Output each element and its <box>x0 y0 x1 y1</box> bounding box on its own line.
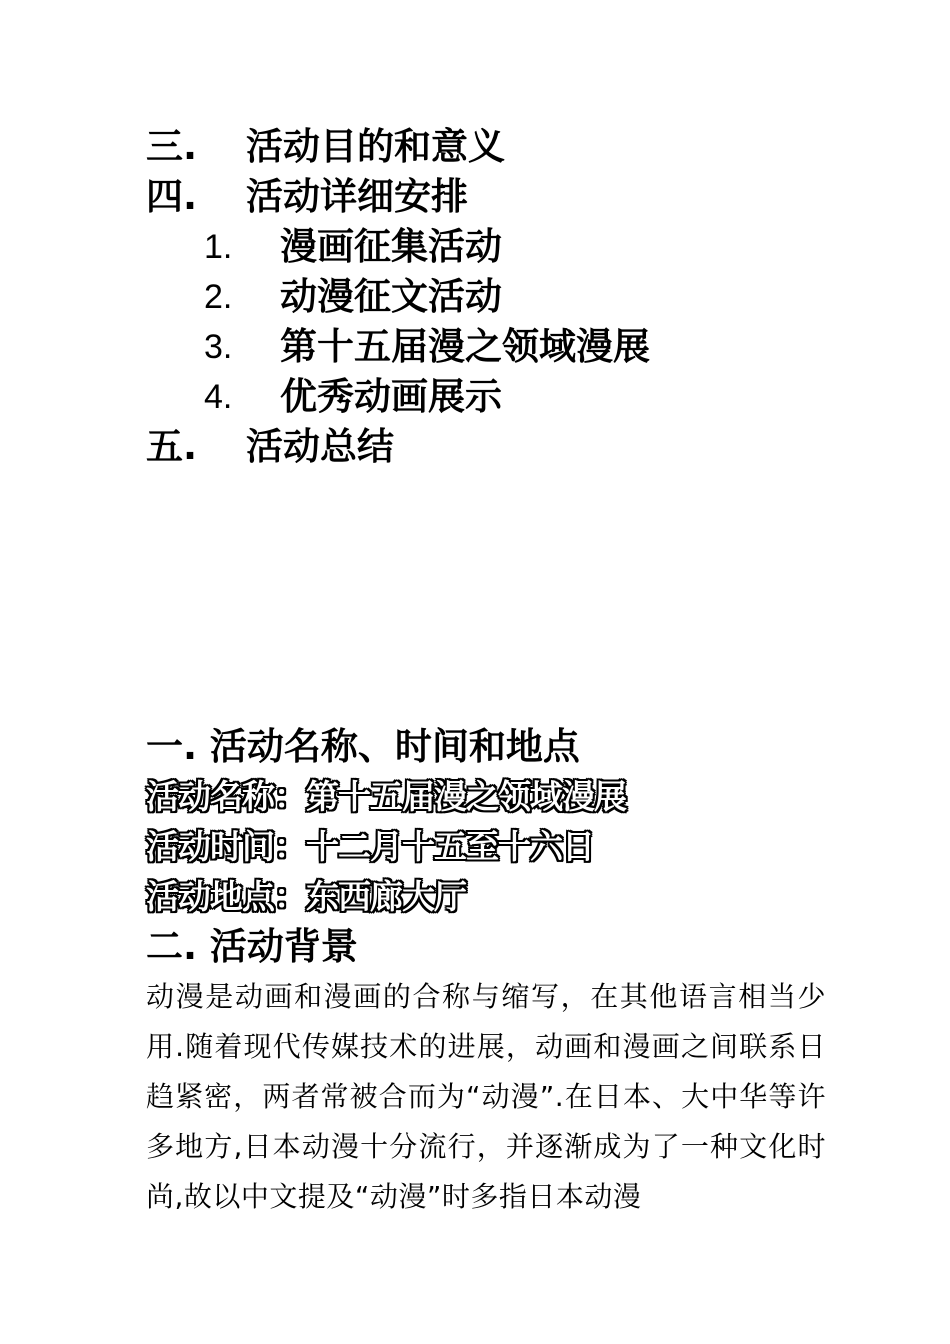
toc-subitem-number: 2. <box>204 278 233 316</box>
activity-time-row: 活动时间：十二月十五至十六日 <box>146 827 594 866</box>
toc-item <box>146 172 846 222</box>
toc-subitem <box>146 222 846 272</box>
toc-subitem-label: 漫画征集活动 <box>280 225 502 268</box>
activity-name-row: 活动名称：第十五届漫之领域漫展 <box>146 777 626 816</box>
toc-item-label: 活动目的和意义 <box>246 125 505 168</box>
section-heading: 二. 活动背景 <box>146 925 358 968</box>
toc-subitem-label: 第十五届漫之领域漫展 <box>280 325 650 368</box>
section-activity-info <box>146 722 826 1222</box>
toc-subitem-label: 优秀动画展示 <box>280 375 502 418</box>
toc-subitem-label: 动漫征文活动 <box>280 275 502 318</box>
toc-item <box>146 122 846 172</box>
toc-item-label: 活动详细安排 <box>246 175 468 218</box>
table-of-contents <box>146 122 846 472</box>
toc-item-number: 三. <box>146 125 198 168</box>
toc-subitem <box>146 372 846 422</box>
activity-place-row: 活动地点：东西廊大厅 <box>146 877 466 916</box>
toc-item <box>146 422 846 472</box>
toc-subitem <box>146 272 846 322</box>
section-heading: 一. 活动名称、时间和地点 <box>146 725 580 768</box>
toc-subitem-number: 4. <box>204 378 233 416</box>
toc-subitem-number: 3. <box>204 328 233 366</box>
toc-item-number: 五. <box>146 425 198 468</box>
toc-item-label: 活动总结 <box>246 425 394 468</box>
toc-subitem <box>146 322 846 372</box>
toc-subitem-number: 1. <box>204 228 233 266</box>
body-paragraph: 动漫是动画和漫画的合称与缩写，在其他语言相当少用.随着现代传媒技术的进展，动画和漫画之间联系日趋紧密，两者常被合而为“动漫”.在日本、大中华等许多地方,日本动漫十分流行，并逐渐成为了一种文化时尚,故以中文提及“动漫”时多指日本动漫 <box>146 980 826 1213</box>
toc-item-number: 四. <box>146 175 198 218</box>
